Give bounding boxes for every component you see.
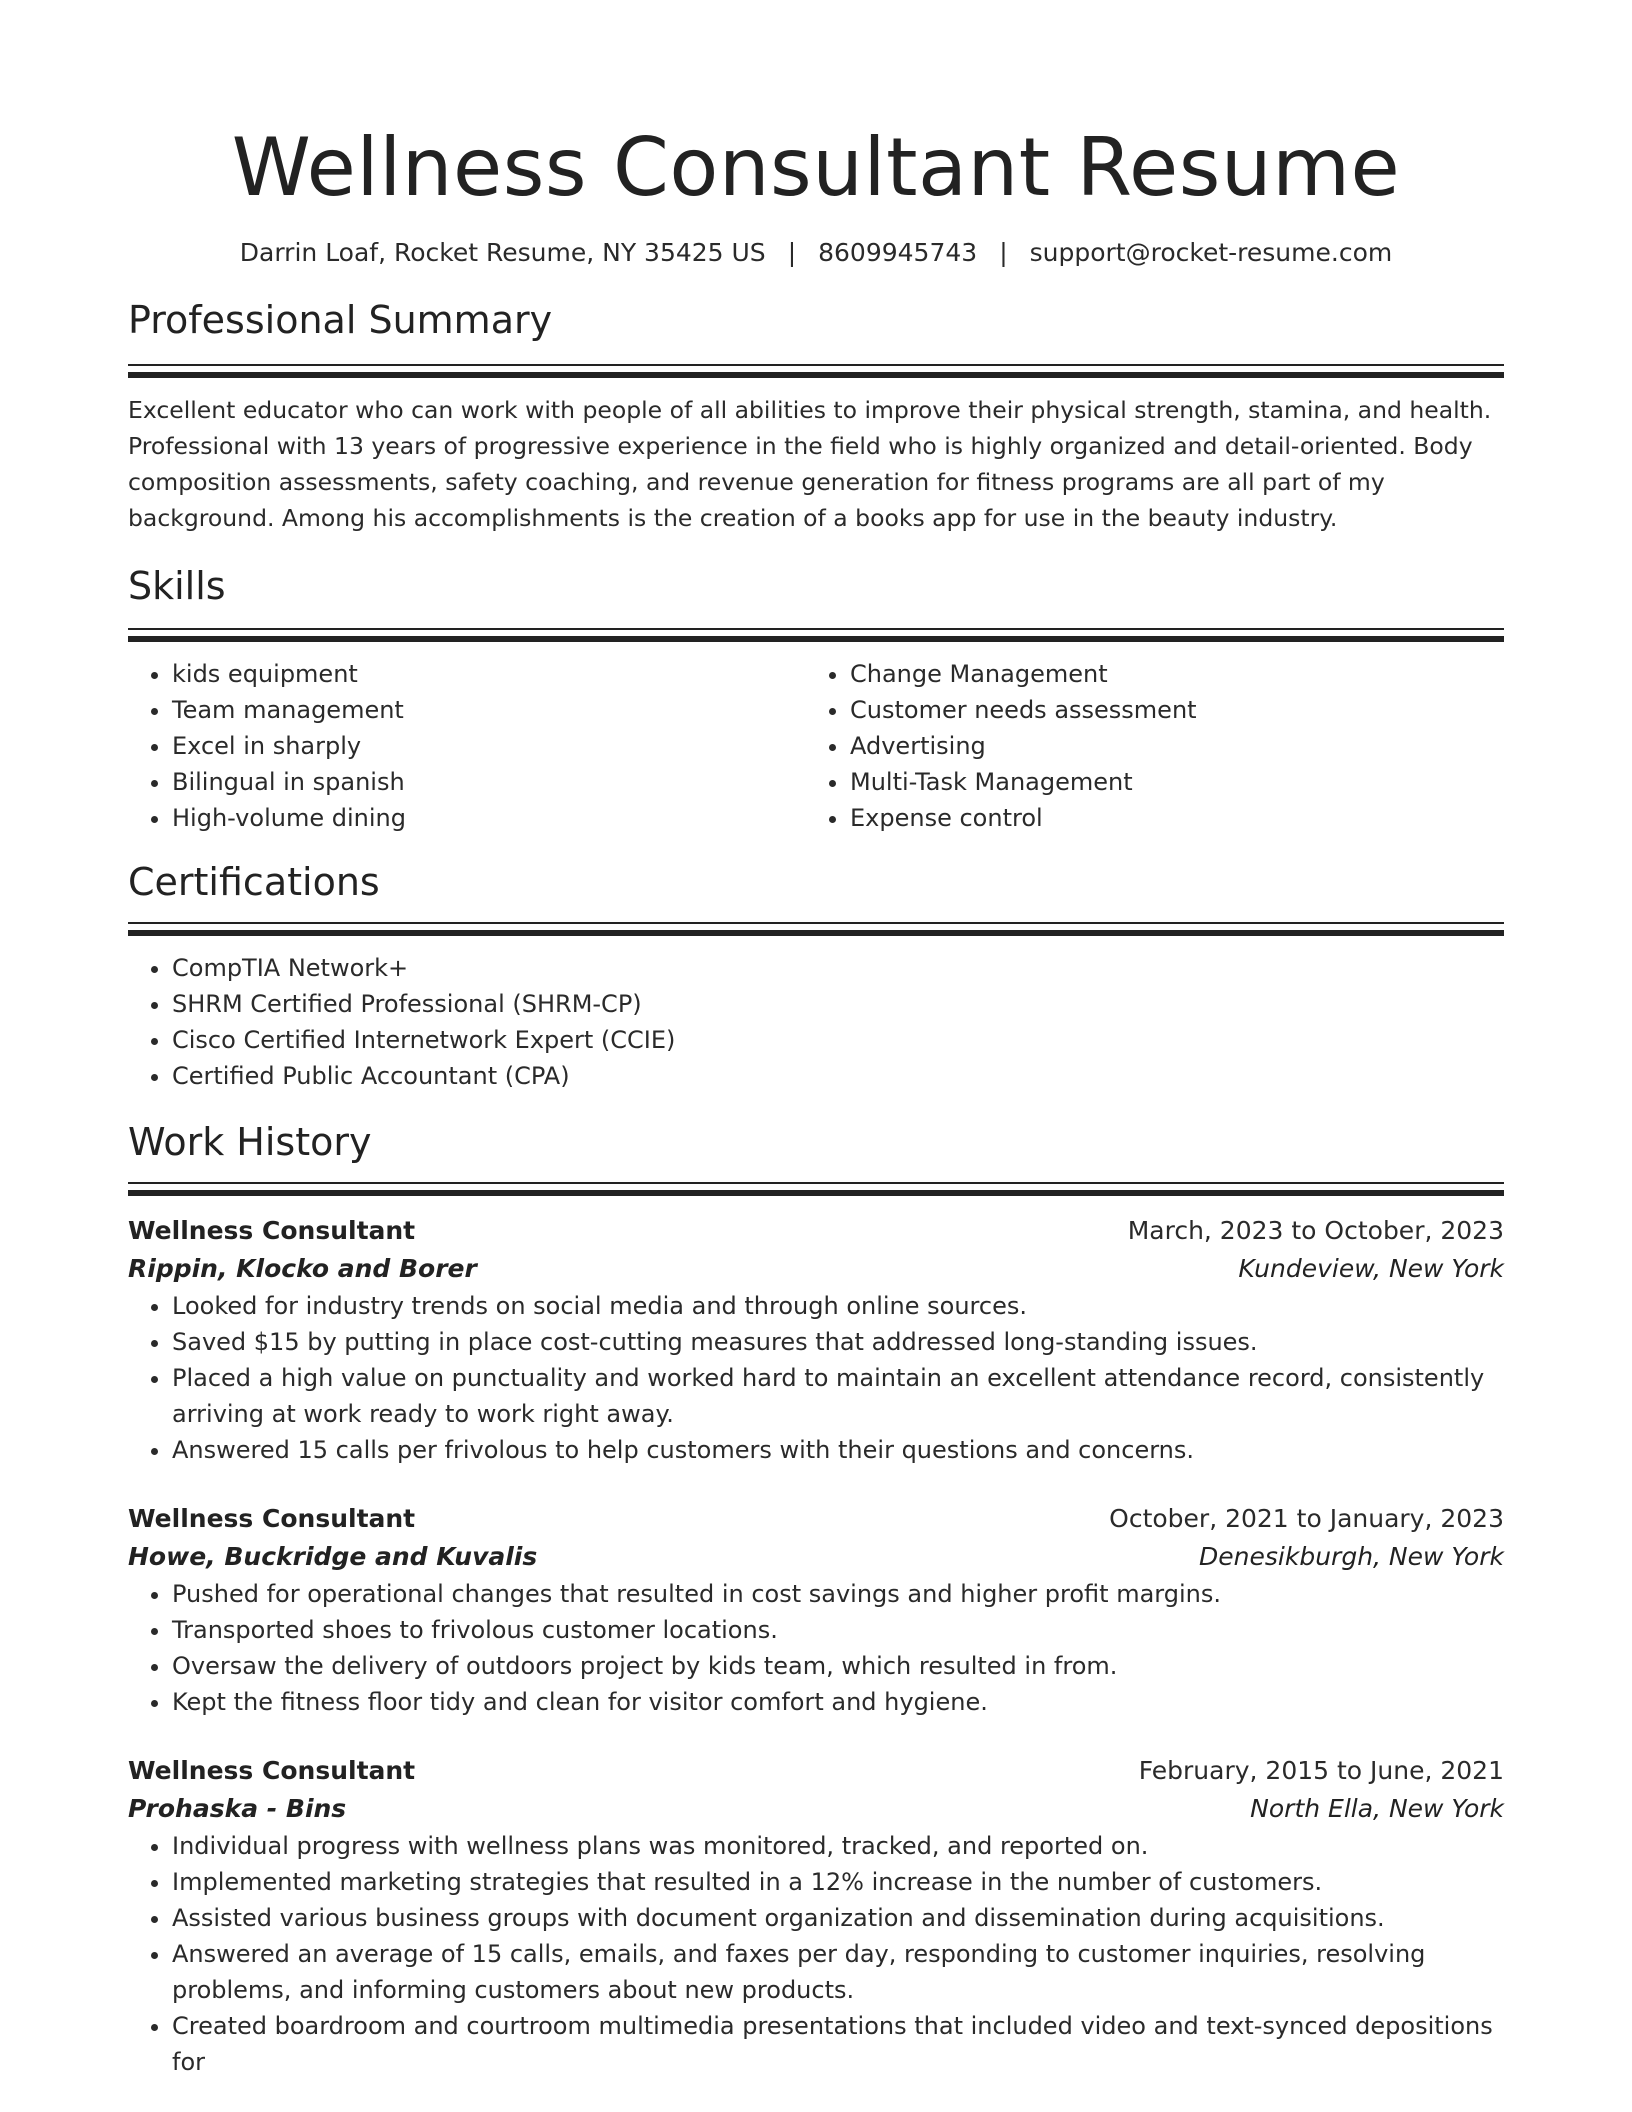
- job-bullet: • Created boardroom and courtroom multimedia presentations that included video and text-synced depositions for: [172, 2008, 1504, 2080]
- job-bullet: • Saved $15 by putting in place cost-cutting measures that addressed long-standing issues.: [172, 1324, 1504, 1360]
- skills-column-right: [806, 656, 1484, 836]
- job-bullet: • Answered an average of 15 calls, emails, and faxes per day, responding to customer inquiries, resolving problems, and informing customers about new products.: [172, 1936, 1504, 2008]
- job-bullet: • Pushed for operational changes that resulted in cost savings and higher profit margins.: [172, 1576, 1504, 1612]
- skills-column-left: [128, 656, 806, 836]
- job-bullet: • Kept the fitness floor tidy and clean for visitor comfort and hygiene.: [172, 1684, 1504, 1720]
- job-dates: March, 2023 to October, 2023: [1127, 1216, 1504, 1245]
- section-divider: [128, 922, 1504, 924]
- job-company: Howe, Buckridge and Kuvalis: [128, 1542, 538, 1571]
- skill-item: • High-volume dining: [172, 800, 806, 836]
- summary-section: [128, 296, 1504, 536]
- certification-item: • SHRM Certified Professional (SHRM-CP): [172, 986, 1504, 1022]
- certification-item: • Certified Public Accountant (CPA): [172, 1058, 1504, 1094]
- job-bullet: • Implemented marketing strategies that resulted in a 12% increase in the number of customers.: [172, 1864, 1504, 1900]
- skill-item: • Bilingual in spanish: [172, 764, 806, 800]
- section-title-summary: Professional Summary: [128, 298, 553, 342]
- skill-item: • Change Management: [850, 656, 1484, 692]
- job-dates: October, 2021 to January, 2023: [1109, 1504, 1504, 1533]
- section-divider-thick: [128, 1190, 1504, 1196]
- job-company: Prohaska - Bins: [128, 1794, 347, 1823]
- work-history-section: [128, 1118, 1504, 2080]
- contact-separator: |: [999, 238, 1008, 267]
- section-divider: [128, 364, 1504, 366]
- job-bullet: • Assisted various business groups with document organization and dissemination during acquisitions.: [172, 1900, 1504, 1936]
- contact-separator: |: [787, 238, 797, 267]
- job-entry: [128, 1752, 1504, 2080]
- skill-item: • Customer needs assessment: [850, 692, 1484, 728]
- section-title-skills: Skills: [128, 564, 226, 608]
- job-bullet: • Transported shoes to frivolous customer locations.: [172, 1612, 1504, 1648]
- skill-item: • Team management: [172, 692, 806, 728]
- job-bullet: • Oversaw the delivery of outdoors project by kids team, which resulted in from.: [172, 1648, 1504, 1684]
- job-title: Wellness Consultant: [128, 1756, 416, 1785]
- certification-item: • Cisco Certified Internetwork Expert (CCIE): [172, 1022, 1504, 1058]
- section-divider: [128, 1182, 1504, 1184]
- job-location: Kundeview, New York: [1238, 1254, 1504, 1283]
- job-title: Wellness Consultant: [128, 1216, 416, 1245]
- contact-email: support@rocket-resume.com: [1029, 238, 1393, 267]
- skill-item: • kids equipment: [172, 656, 806, 692]
- job-dates: February, 2015 to June, 2021: [1138, 1756, 1504, 1785]
- job-bullet: • Placed a high value on punctuality and worked hard to maintain an excellent attendance record, consistently arriving at work ready to work right away.: [172, 1360, 1504, 1432]
- skill-item: • Advertising: [850, 728, 1484, 764]
- job-title: Wellness Consultant: [128, 1504, 416, 1533]
- resume-title: Wellness Consultant Resume: [231, 121, 1401, 214]
- section-title-work-history: Work History: [128, 1120, 372, 1164]
- resume-page: [128, 0, 1504, 2112]
- job-company: Rippin, Klocko and Borer: [128, 1254, 477, 1283]
- job-bullet: • Answered 15 calls per frivolous to help customers with their questions and concerns.: [172, 1432, 1504, 1468]
- section-title-certifications: Certifications: [128, 860, 380, 904]
- skill-item: • Excel in sharply: [172, 728, 806, 764]
- job-location: Denesikburgh, New York: [1199, 1542, 1504, 1571]
- contact-line: [128, 236, 1504, 270]
- job-bullet: • Looked for industry trends on social media and through online sources.: [172, 1288, 1504, 1324]
- skill-item: • Multi-Task Management: [850, 764, 1484, 800]
- contact-address: Darrin Loaf, Rocket Resume, NY 35425 US: [239, 238, 766, 267]
- job-location: North Ella, New York: [1250, 1794, 1504, 1823]
- summary-text: Excellent educator who can work with people of all abilities to improve their physical strength, stamina, and health. Professional with 13 years of progressive experience in the field who is highly organized and detail-oriented. Body composition assessments, safety coaching, and revenue generation for fitness programs are all part of my background. Among his accomplishments is the creation of a books app for use in the beauty industry.: [128, 396, 1492, 532]
- section-divider-thick: [128, 636, 1504, 642]
- certification-item: • CompTIA Network+: [172, 950, 1504, 986]
- section-divider: [128, 628, 1504, 630]
- certifications-section: [128, 858, 1504, 1094]
- contact-phone: 8609945743: [818, 238, 978, 267]
- skills-columns: [128, 656, 1504, 836]
- section-divider-thick: [128, 930, 1504, 936]
- job-entry: [128, 1500, 1504, 1720]
- section-divider-thick: [128, 372, 1504, 378]
- job-bullet: • Individual progress with wellness plans was monitored, tracked, and reported on.: [172, 1828, 1504, 1864]
- job-entry: [128, 1212, 1504, 1468]
- skills-section: [128, 562, 1504, 836]
- skill-item: • Expense control: [850, 800, 1484, 836]
